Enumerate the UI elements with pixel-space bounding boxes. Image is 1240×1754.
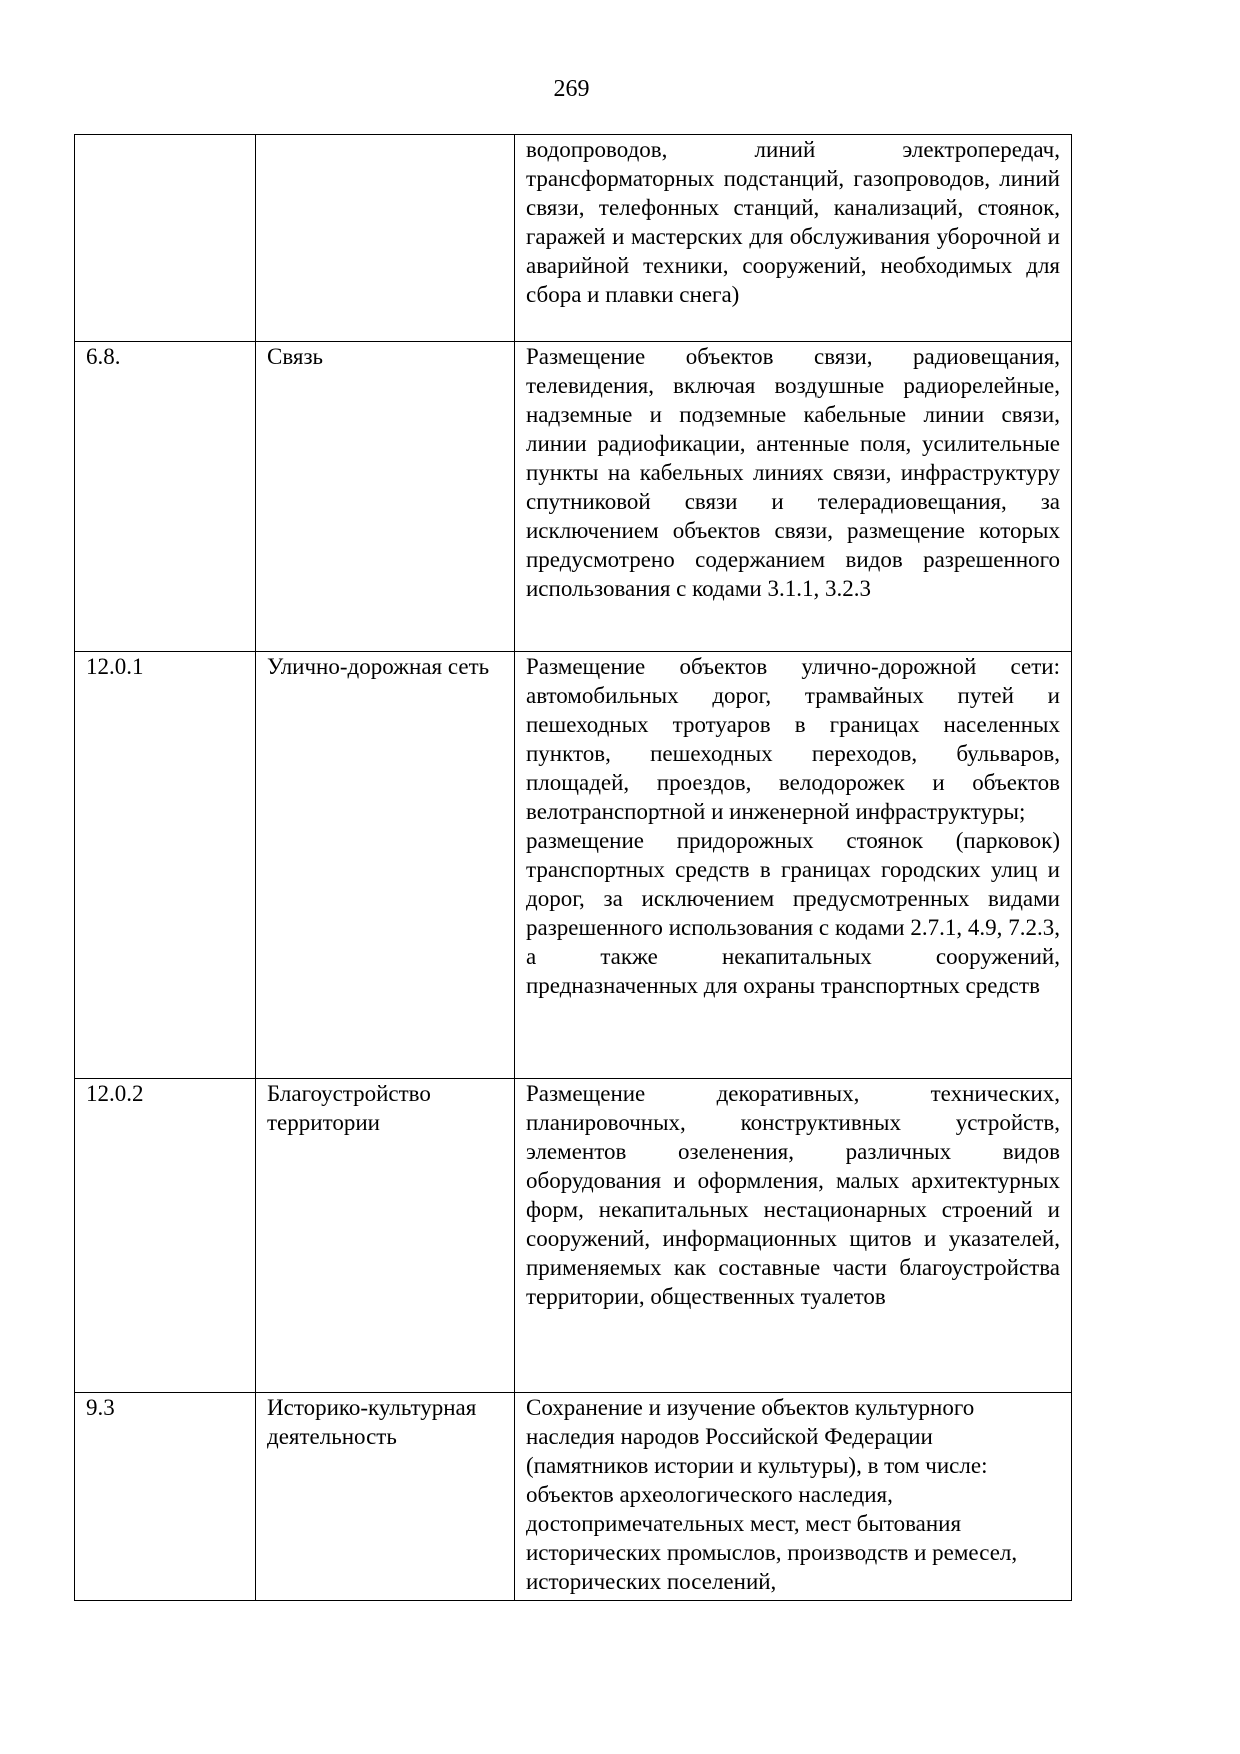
land-use-table bbox=[74, 134, 1072, 1601]
page-number: 269 bbox=[553, 76, 590, 102]
name-cell: Благоустройство территории bbox=[256, 1079, 515, 1393]
description-text: Сохранение и изучение объектов культурного наследия народов Российской Федерации (памятников истории и культуры), в том числе: объектов археологического наследия, достопримечательных мест, мест бытования исторических промыслов, производств и ремесел, исторических поселений, bbox=[526, 1395, 1018, 1594]
name-cell bbox=[256, 135, 515, 342]
table-row bbox=[75, 342, 1072, 652]
description-cell bbox=[515, 1393, 1072, 1601]
name-cell: Историко-культурная деятельность bbox=[256, 1393, 515, 1601]
description-text: водопроводов, линий электропередач, трансформаторных подстанций, газопроводов, линий связи, телефонных станций, канализаций, стоянок, гаражей и мастерских для обслуживания уборочной и аварийной техники, сооружений, необходимых для сбора и плавки снега) bbox=[526, 137, 1060, 307]
table-row bbox=[75, 652, 1072, 1079]
name-cell: Улично-дорожная сеть bbox=[256, 652, 515, 1079]
description-cell bbox=[515, 652, 1072, 1079]
code-cell: 12.0.2 bbox=[75, 1079, 256, 1393]
description-cell bbox=[515, 342, 1072, 652]
table-row bbox=[75, 1079, 1072, 1393]
name-cell: Связь bbox=[256, 342, 515, 652]
description-text: Размещение декоративных, технических, планировочных, конструктивных устройств, элементов озеленения, различных видов оборудования и оформления, малых архитектурных форм, некапитальных нестационарных строений и сооружений, информационных щитов и указателей, применяемых как составные части благоустройства территории, общественных туалетов bbox=[526, 1081, 1060, 1309]
code-cell: 9.3 bbox=[75, 1393, 256, 1601]
code-cell: 6.8. bbox=[75, 342, 256, 652]
table-row bbox=[75, 1393, 1072, 1601]
description-cell bbox=[515, 135, 1072, 342]
description-text: размещение придорожных стоянок (парковок) транспортных средств в границах городских улиц и дорог, за исключением предусмотренных видами разрешенного использования с кодами 2.7.1, 4.9, 7.2.3, а также некапитальных сооружений, предназначенных для охраны транспортных средств bbox=[526, 828, 1060, 998]
description-cell bbox=[515, 1079, 1072, 1393]
code-cell bbox=[75, 135, 256, 342]
description-text: Размещение объектов улично-дорожной сети: автомобильных дорог, трамвайных путей и пешеходных тротуаров в границах населенных пунктов, пешеходных переходов, бульваров, площадей, проездов, велодорожек и объектов велотранспортной и инженерной инфраструктуры; bbox=[526, 654, 1060, 824]
table-row bbox=[75, 135, 1072, 342]
code-cell: 12.0.1 bbox=[75, 652, 256, 1079]
description-text: Размещение объектов связи, радиовещания, телевидения, включая воздушные радиорелейные, надземные и подземные кабельные линии связи, линии радиофикации, антенные поля, усилительные пункты на кабельных линиях связи, инфраструктуру спутниковой связи и телерадиовещания, за исключением объектов связи, размещение которых предусмотрено содержанием видов разрешенного использования с кодами 3.1.1, 3.2.3 bbox=[526, 344, 1060, 601]
